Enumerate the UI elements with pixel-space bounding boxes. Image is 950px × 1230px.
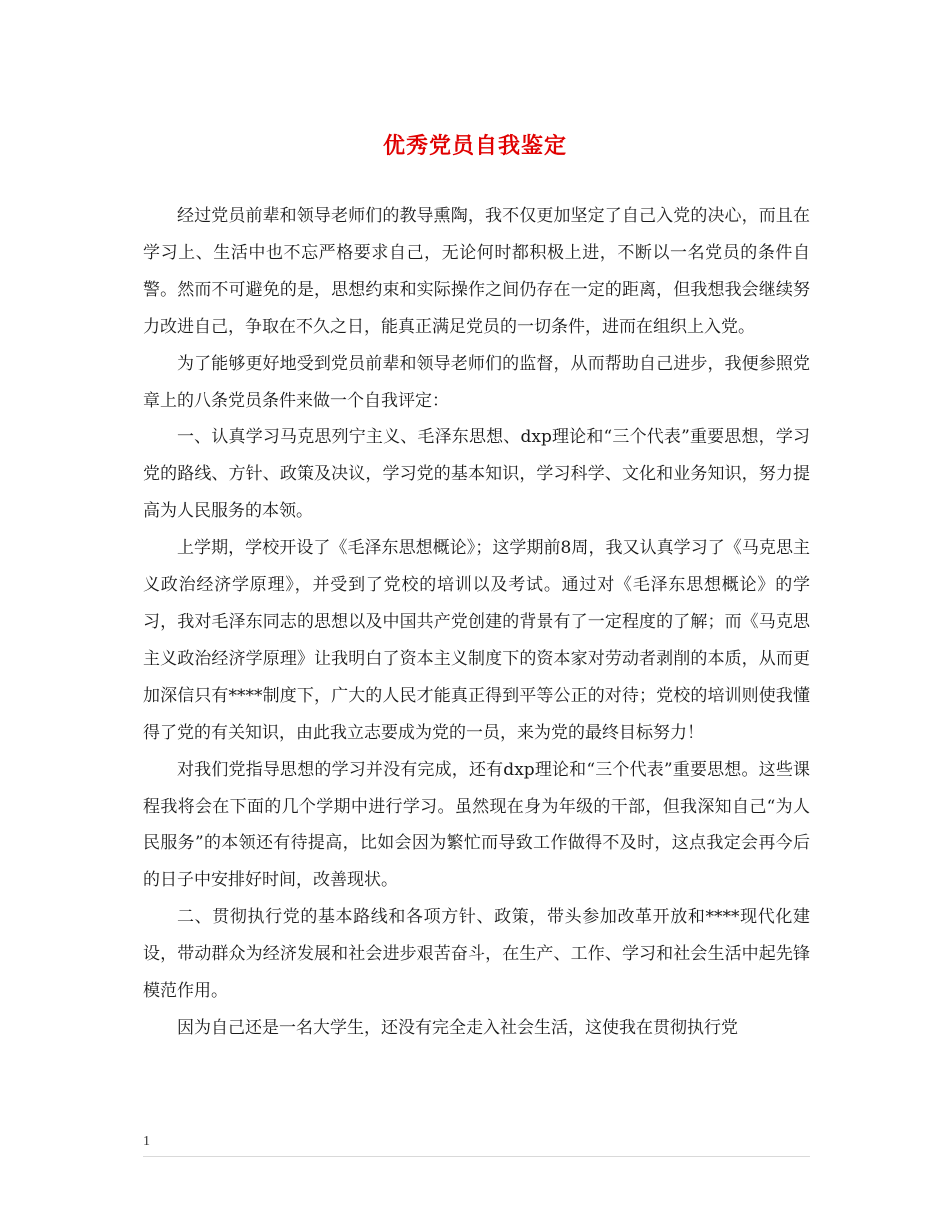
document-body [143,198,810,1047]
document-title: 优秀党员自我鉴定 [382,133,567,159]
page-number: 1 [143,1134,150,1149]
paragraph: 二、贯彻执行党的基本路线和各项方针、政策，带头参加改革开放和****现代化建设，带动群众为经济发展和社会进步艰苦奋斗，在生产、工作、学习和社会生活中起先锋模范作用。 [143,907,810,1002]
paragraph: 为了能够更好地受到党员前辈和领导老师们的监督，从而帮助自己进步，我便参照党章上的八条党员条件来做一个自我评定： [143,353,810,411]
paragraph: 一、认真学习马克思列宁主义、毛泽东思想、dxp理论和“三个代表”重要思想，学习党的路线、方针、政策及决议，学习党的基本知识，学习科学、文化和业务知识，努力提高为人民服务的本领。 [143,427,810,522]
footer-divider [143,1156,810,1157]
paragraph: 对我们党指导思想的学习并没有完成，还有dxp理论和“三个代表”重要思想。这些课程我将会在下面的几个学期中进行学习。虽然现在身为年级的干部，但我深知自己“为人民服务”的本领还有待提高，比如会因为繁忙而导致工作做得不及时，这点我定会再今后的日子中安排好时间，改善现状。 [143,759,810,891]
paragraph: 上学期，学校开设了《毛泽东思想概论》；这学期前8周，我又认真学习了《马克思主义政治经济学原理》，并受到了党校的培训以及考试。通过对《毛泽东思想概论》的学习，我对毛泽东同志的思想以及中国共产党创建的背景有了一定程度的了解；而《马克思主义政治经济学原理》让我明白了资本主义制度下的资本家对劳动者剥削的本质，从而更加深信只有****制度下，广大的人民才能真正得到平等公正的对待；党校的培训则使我懂得了党的有关知识，由此我立志要成为党的一员，来为党的最终目标努力！ [143,538,810,743]
paragraph: 因为自己还是一名大学生，还没有完全走入社会生活，这使我在贯彻执行党 [177,1017,738,1038]
paragraph: 经过党员前辈和领导老师们的教导熏陶，我不仅更加坚定了自己入党的决心，而且在学习上、生活中也不忘严格要求自己，无论何时都积极上进，不断以一名党员的条件自警。然而不可避免的是，思想约束和实际操作之间仍存在一定的距离，但我想我会继续努力改进自己，争取在不久之日，能真正满足党员的一切条件，进而在组织上入党。 [143,206,810,337]
